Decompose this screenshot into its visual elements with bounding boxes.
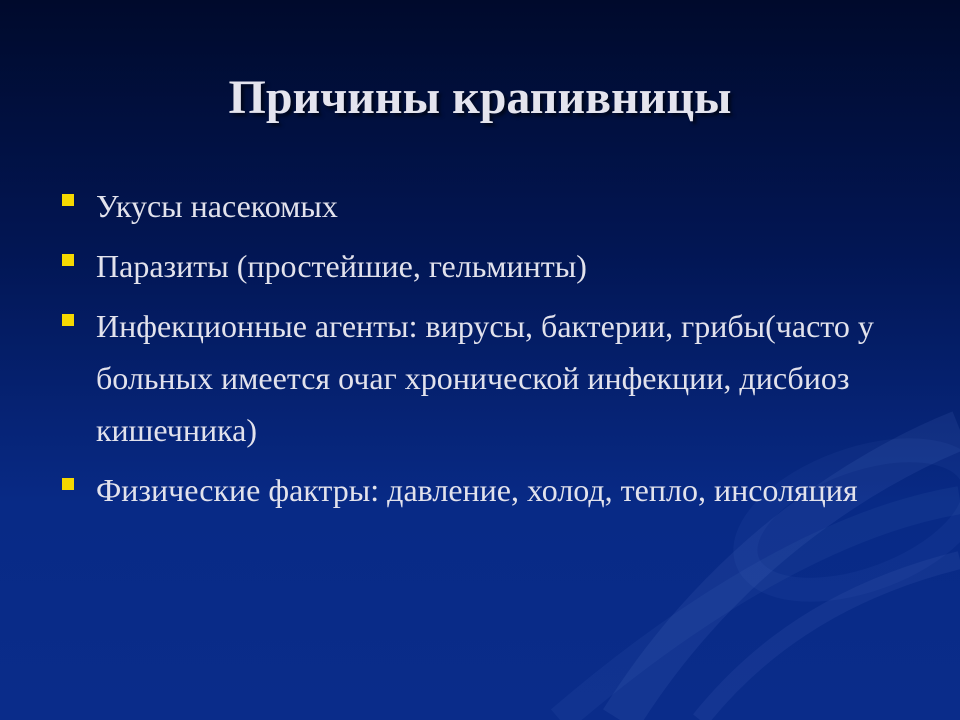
bullet-list [60,180,920,524]
bullet-text: Инфекционные агенты: вирусы, бактерии, грибы(часто у больных имеется очаг хронической инфекции, дисбиоз кишечника) [96,308,874,448]
square-bullet-icon [62,478,74,490]
slide-title: Причины крапивницы [228,71,732,124]
square-bullet-icon [62,194,74,206]
bullet-item-parasites [60,240,920,292]
bullet-text: Физические фактры: давление, холод, тепло, инсоляция [96,472,858,508]
bullet-item-insect-bites [60,180,920,232]
square-bullet-icon [62,254,74,266]
bullet-text: Укусы насекомых [96,188,338,224]
bullet-item-physical-factors [60,464,920,516]
square-bullet-icon [62,314,74,326]
bullet-text: Паразиты (простейшие, гельминты) [96,248,587,284]
bullet-item-infectious-agents [60,300,920,456]
